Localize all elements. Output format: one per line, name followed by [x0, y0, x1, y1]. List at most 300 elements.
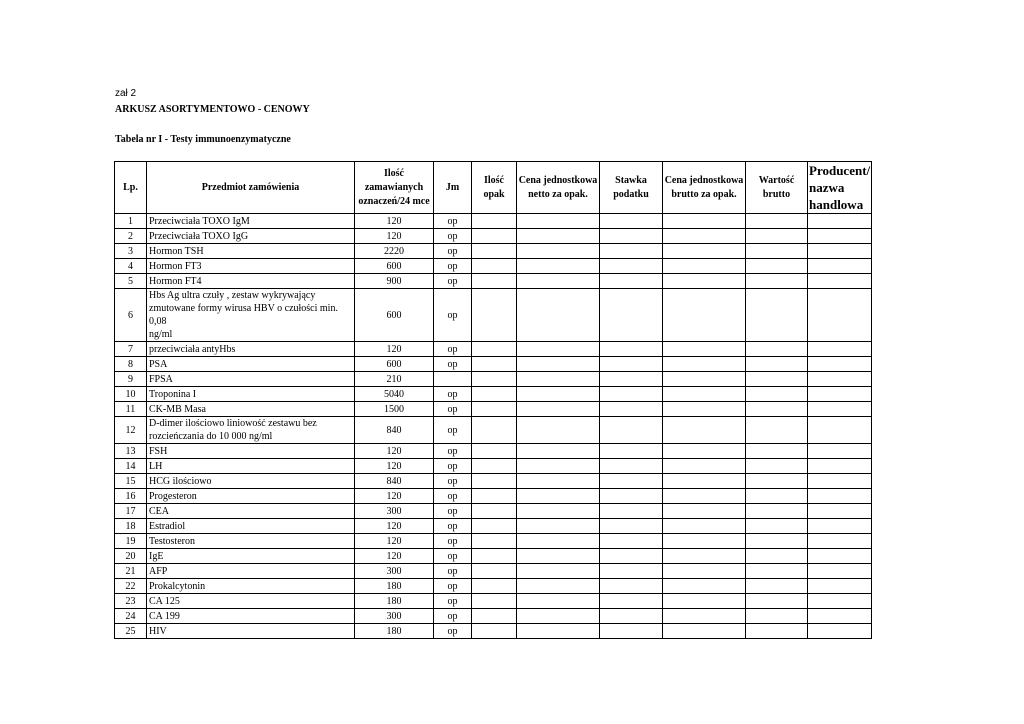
- table-row: [115, 259, 872, 274]
- cell-net-price: [517, 417, 600, 444]
- cell-lp: 8: [115, 357, 147, 372]
- cell-qty: 600: [355, 289, 434, 342]
- cell-producer: [808, 564, 872, 579]
- cell-vat: [600, 417, 663, 444]
- cell-gross-price: [663, 594, 746, 609]
- cell-vat: [600, 214, 663, 229]
- cell-qty: 210: [355, 372, 434, 387]
- cell-pack-qty: [472, 417, 517, 444]
- cell-lp: 16: [115, 489, 147, 504]
- cell-jm: op: [434, 579, 472, 594]
- cell-pack-qty: [472, 289, 517, 342]
- cell-qty: 120: [355, 519, 434, 534]
- cell-qty: 120: [355, 342, 434, 357]
- cell-lp: 24: [115, 609, 147, 624]
- col-lp: Lp.: [115, 162, 147, 214]
- cell-lp: 9: [115, 372, 147, 387]
- cell-producer: [808, 519, 872, 534]
- cell-gross-price: [663, 244, 746, 259]
- cell-item: [147, 504, 355, 519]
- cell-pack-qty: [472, 229, 517, 244]
- cell-vat: [600, 564, 663, 579]
- table-row: [115, 387, 872, 402]
- cell-vat: [600, 244, 663, 259]
- cell-item-line: przeciwciała antyHbs: [149, 343, 236, 355]
- cell-producer: [808, 624, 872, 639]
- cell-gross-price: [663, 274, 746, 289]
- cell-qty: 840: [355, 474, 434, 489]
- cell-net-price: [517, 594, 600, 609]
- cell-lp: 23: [115, 594, 147, 609]
- cell-producer: [808, 444, 872, 459]
- cell-item: [147, 357, 355, 372]
- cell-producer: [808, 357, 872, 372]
- cell-jm: op: [434, 444, 472, 459]
- document-title: ARKUSZ ASORTYMENTOWO - CENOWY: [115, 104, 310, 115]
- cell-producer: [808, 289, 872, 342]
- cell-lp: 20: [115, 549, 147, 564]
- cell-jm: op: [434, 357, 472, 372]
- cell-item: [147, 274, 355, 289]
- cell-pack-qty: [472, 274, 517, 289]
- cell-vat: [600, 519, 663, 534]
- cell-gross-value: [746, 229, 808, 244]
- cell-item: [147, 624, 355, 639]
- cell-vat: [600, 259, 663, 274]
- cell-qty: 300: [355, 504, 434, 519]
- cell-jm: op: [434, 402, 472, 417]
- cell-qty: 120: [355, 459, 434, 474]
- cell-gross-value: [746, 549, 808, 564]
- cell-pack-qty: [472, 387, 517, 402]
- cell-gross-value: [746, 342, 808, 357]
- cell-vat: [600, 594, 663, 609]
- table-row: [115, 519, 872, 534]
- cell-producer: [808, 474, 872, 489]
- table-row: [115, 357, 872, 372]
- cell-pack-qty: [472, 259, 517, 274]
- cell-producer: [808, 609, 872, 624]
- cell-pack-qty: [472, 459, 517, 474]
- cell-pack-qty: [472, 372, 517, 387]
- cell-vat: [600, 609, 663, 624]
- cell-net-price: [517, 489, 600, 504]
- cell-producer: [808, 259, 872, 274]
- table-row: [115, 624, 872, 639]
- cell-item: [147, 259, 355, 274]
- cell-gross-value: [746, 372, 808, 387]
- table-row: [115, 214, 872, 229]
- cell-item-line: ng/ml: [149, 329, 173, 340]
- cell-gross-price: [663, 259, 746, 274]
- cell-gross-price: [663, 229, 746, 244]
- cell-jm: op: [434, 342, 472, 357]
- cell-pack-qty: [472, 214, 517, 229]
- cell-net-price: [517, 289, 600, 342]
- cell-qty: 180: [355, 594, 434, 609]
- cell-jm: [434, 372, 472, 387]
- table-row: [115, 459, 872, 474]
- cell-lp: 17: [115, 504, 147, 519]
- cell-qty: 120: [355, 534, 434, 549]
- cell-jm: op: [434, 549, 472, 564]
- cell-producer: [808, 594, 872, 609]
- cell-gross-price: [663, 609, 746, 624]
- cell-pack-qty: [472, 474, 517, 489]
- cell-gross-value: [746, 609, 808, 624]
- col-gross-value: Wartość brutto: [746, 162, 808, 214]
- cell-item-line: FPSA: [149, 373, 173, 385]
- cell-gross-price: [663, 519, 746, 534]
- cell-gross-value: [746, 244, 808, 259]
- cell-producer: [808, 579, 872, 594]
- cell-net-price: [517, 459, 600, 474]
- cell-gross-value: [746, 259, 808, 274]
- cell-pack-qty: [472, 444, 517, 459]
- cell-item-line: CA 199: [149, 610, 180, 622]
- table-row: [115, 609, 872, 624]
- cell-gross-price: [663, 444, 746, 459]
- cell-gross-value: [746, 534, 808, 549]
- col-producer: Producent/ nazwa handlowa: [809, 163, 871, 212]
- cell-jm: op: [434, 229, 472, 244]
- cell-qty: 300: [355, 609, 434, 624]
- cell-item-line: FSH: [149, 445, 168, 457]
- cell-vat: [600, 474, 663, 489]
- cell-producer: [808, 549, 872, 564]
- cell-lp: 2: [115, 229, 147, 244]
- cell-jm: op: [434, 504, 472, 519]
- cell-vat: [600, 549, 663, 564]
- cell-lp: 5: [115, 274, 147, 289]
- cell-item: [147, 519, 355, 534]
- cell-qty: 120: [355, 489, 434, 504]
- cell-lp: 12: [115, 417, 147, 444]
- cell-net-price: [517, 504, 600, 519]
- cell-gross-value: [746, 459, 808, 474]
- cell-lp: 3: [115, 244, 147, 259]
- cell-gross-value: [746, 564, 808, 579]
- cell-producer: [808, 372, 872, 387]
- cell-gross-price: [663, 474, 746, 489]
- cell-qty: 120: [355, 214, 434, 229]
- cell-item-line: IgE: [149, 550, 164, 562]
- cell-pack-qty: [472, 609, 517, 624]
- cell-lp: 10: [115, 387, 147, 402]
- cell-item: [147, 594, 355, 609]
- cell-lp: 25: [115, 624, 147, 639]
- cell-qty: 120: [355, 229, 434, 244]
- table-row: [115, 342, 872, 357]
- cell-vat: [600, 489, 663, 504]
- cell-item: [147, 444, 355, 459]
- table-title: Tabela nr I - Testy immunoenzymatyczne: [115, 134, 291, 145]
- cell-producer: [808, 244, 872, 259]
- cell-gross-price: [663, 579, 746, 594]
- cell-jm: op: [434, 474, 472, 489]
- cell-gross-price: [663, 402, 746, 417]
- cell-producer: [808, 342, 872, 357]
- cell-qty: 600: [355, 357, 434, 372]
- cell-qty: 2220: [355, 244, 434, 259]
- cell-item: [147, 609, 355, 624]
- cell-gross-value: [746, 417, 808, 444]
- cell-vat: [600, 274, 663, 289]
- cell-qty: 180: [355, 624, 434, 639]
- table-row: [115, 474, 872, 489]
- cell-jm: op: [434, 214, 472, 229]
- cell-jm: op: [434, 594, 472, 609]
- table-row: [115, 274, 872, 289]
- cell-net-price: [517, 259, 600, 274]
- cell-jm: op: [434, 534, 472, 549]
- cell-item-line: AFP: [149, 565, 168, 577]
- cell-gross-value: [746, 289, 808, 342]
- cell-pack-qty: [472, 504, 517, 519]
- cell-gross-price: [663, 289, 746, 342]
- cell-lp: 19: [115, 534, 147, 549]
- cell-qty: 180: [355, 579, 434, 594]
- cell-net-price: [517, 579, 600, 594]
- cell-item-line: LH: [149, 460, 163, 472]
- cell-net-price: [517, 564, 600, 579]
- cell-qty: 1500: [355, 402, 434, 417]
- cell-vat: [600, 357, 663, 372]
- cell-producer: [808, 489, 872, 504]
- cell-pack-qty: [472, 594, 517, 609]
- cell-producer: [808, 229, 872, 244]
- cell-gross-value: [746, 274, 808, 289]
- cell-pack-qty: [472, 549, 517, 564]
- cell-vat: [600, 229, 663, 244]
- cell-net-price: [517, 342, 600, 357]
- cell-gross-value: [746, 444, 808, 459]
- cell-vat: [600, 444, 663, 459]
- cell-item-line: Przeciwciała TOXO IgG: [149, 230, 249, 242]
- cell-vat: [600, 534, 663, 549]
- cell-vat: [600, 624, 663, 639]
- cell-item: [147, 229, 355, 244]
- cell-pack-qty: [472, 564, 517, 579]
- cell-gross-price: [663, 342, 746, 357]
- cell-gross-price: [663, 459, 746, 474]
- cell-lp: 13: [115, 444, 147, 459]
- cell-item: [147, 387, 355, 402]
- cell-item-line: Progesteron: [149, 490, 197, 502]
- cell-qty: 840: [355, 417, 434, 444]
- cell-gross-value: [746, 489, 808, 504]
- cell-pack-qty: [472, 342, 517, 357]
- cell-net-price: [517, 519, 600, 534]
- cell-item-line: Hormon FT3: [149, 260, 202, 272]
- cell-gross-price: [663, 417, 746, 444]
- cell-qty: 300: [355, 564, 434, 579]
- cell-item-line: HIV: [149, 625, 167, 637]
- cell-lp: 18: [115, 519, 147, 534]
- cell-item: [147, 579, 355, 594]
- table-row: [115, 402, 872, 417]
- cell-pack-qty: [472, 244, 517, 259]
- cell-gross-value: [746, 214, 808, 229]
- cell-item: [147, 372, 355, 387]
- cell-pack-qty: [472, 402, 517, 417]
- cell-lp: 22: [115, 579, 147, 594]
- price-table: [114, 161, 872, 639]
- cell-jm: op: [434, 244, 472, 259]
- cell-vat: [600, 372, 663, 387]
- cell-vat: [600, 579, 663, 594]
- cell-qty: 120: [355, 444, 434, 459]
- cell-gross-value: [746, 594, 808, 609]
- cell-jm: op: [434, 609, 472, 624]
- cell-jm: op: [434, 259, 472, 274]
- cell-qty: 900: [355, 274, 434, 289]
- cell-gross-price: [663, 549, 746, 564]
- cell-gross-value: [746, 387, 808, 402]
- table-row: [115, 417, 872, 444]
- cell-item-line: D-dimer ilościowo liniowość zestawu bez: [149, 418, 317, 429]
- cell-net-price: [517, 444, 600, 459]
- cell-item: [147, 564, 355, 579]
- cell-item: [147, 534, 355, 549]
- cell-item-line: PSA: [149, 358, 168, 370]
- cell-vat: [600, 402, 663, 417]
- cell-vat: [600, 387, 663, 402]
- cell-gross-value: [746, 357, 808, 372]
- table-row: [115, 504, 872, 519]
- cell-net-price: [517, 609, 600, 624]
- cell-net-price: [517, 244, 600, 259]
- cell-lp: 4: [115, 259, 147, 274]
- cell-item-line: Hormon FT4: [149, 275, 202, 287]
- cell-net-price: [517, 474, 600, 489]
- cell-item: [147, 417, 355, 444]
- cell-jm: op: [434, 459, 472, 474]
- cell-pack-qty: [472, 357, 517, 372]
- cell-qty: 120: [355, 549, 434, 564]
- cell-item: [147, 244, 355, 259]
- cell-net-price: [517, 372, 600, 387]
- header-row: [115, 162, 872, 214]
- cell-qty: 5040: [355, 387, 434, 402]
- table-row: [115, 372, 872, 387]
- cell-gross-price: [663, 357, 746, 372]
- cell-producer: [808, 274, 872, 289]
- cell-producer: [808, 214, 872, 229]
- cell-lp: 6: [115, 289, 147, 342]
- table-row: [115, 229, 872, 244]
- cell-item: [147, 402, 355, 417]
- col-pack-qty: Ilość opak: [472, 162, 517, 214]
- cell-item-line: Hbs Ag ultra czuły , zestaw wykrywający: [149, 290, 316, 301]
- cell-item: [147, 489, 355, 504]
- table-row: [115, 594, 872, 609]
- cell-pack-qty: [472, 579, 517, 594]
- col-gross-price: Cena jednostkowa brutto za opak.: [663, 162, 746, 214]
- cell-net-price: [517, 387, 600, 402]
- cell-item-line: Troponina I: [149, 388, 197, 400]
- cell-jm: op: [434, 274, 472, 289]
- table-row: [115, 534, 872, 549]
- cell-jm: op: [434, 289, 472, 342]
- cell-item-line: Przeciwciała TOXO IgM: [149, 215, 250, 227]
- cell-qty: 600: [355, 259, 434, 274]
- cell-item-line: zmutowane formy wirusa HBV o czułości min. 0,08: [149, 303, 338, 327]
- annex-label: zał 2: [115, 88, 137, 99]
- cell-producer: [808, 459, 872, 474]
- cell-net-price: [517, 402, 600, 417]
- cell-net-price: [517, 214, 600, 229]
- cell-item: [147, 474, 355, 489]
- cell-item: [147, 289, 355, 342]
- cell-jm: op: [434, 489, 472, 504]
- cell-item: [147, 342, 355, 357]
- cell-gross-price: [663, 489, 746, 504]
- cell-gross-price: [663, 564, 746, 579]
- cell-vat: [600, 459, 663, 474]
- cell-gross-price: [663, 504, 746, 519]
- cell-net-price: [517, 357, 600, 372]
- cell-item-line: Estradiol: [149, 520, 186, 532]
- cell-gross-value: [746, 519, 808, 534]
- cell-producer: [808, 417, 872, 444]
- cell-gross-price: [663, 534, 746, 549]
- cell-item-line: CEA: [149, 505, 169, 517]
- cell-producer: [808, 504, 872, 519]
- cell-item-line: CA 125: [149, 595, 180, 607]
- cell-gross-price: [663, 624, 746, 639]
- table-row: [115, 579, 872, 594]
- cell-vat: [600, 504, 663, 519]
- cell-vat: [600, 342, 663, 357]
- table-row: [115, 444, 872, 459]
- cell-jm: op: [434, 564, 472, 579]
- cell-net-price: [517, 534, 600, 549]
- col-jm: Jm: [434, 162, 472, 214]
- cell-gross-price: [663, 214, 746, 229]
- cell-gross-value: [746, 402, 808, 417]
- cell-item: [147, 459, 355, 474]
- table-row: [115, 489, 872, 504]
- cell-net-price: [517, 274, 600, 289]
- cell-lp: 21: [115, 564, 147, 579]
- cell-lp: 14: [115, 459, 147, 474]
- cell-gross-value: [746, 579, 808, 594]
- table-row: [115, 549, 872, 564]
- cell-lp: 11: [115, 402, 147, 417]
- cell-item-line: Hormon TSH: [149, 245, 204, 257]
- col-qty: Ilość zamawianych oznaczeń/24 mce: [355, 162, 434, 214]
- cell-producer: [808, 402, 872, 417]
- cell-pack-qty: [472, 624, 517, 639]
- cell-pack-qty: [472, 519, 517, 534]
- cell-jm: op: [434, 519, 472, 534]
- cell-item-line: Prokalcytonin: [149, 580, 206, 592]
- cell-net-price: [517, 624, 600, 639]
- cell-item-line: CK-MB Masa: [149, 403, 206, 415]
- cell-net-price: [517, 549, 600, 564]
- cell-net-price: [517, 229, 600, 244]
- cell-jm: op: [434, 624, 472, 639]
- cell-lp: 7: [115, 342, 147, 357]
- col-net-price: Cena jednostkowa netto za opak.: [517, 162, 600, 214]
- cell-item-line: rozcieńczania do 10 000 ng/ml: [149, 431, 273, 442]
- table-row: [115, 289, 872, 342]
- cell-producer: [808, 534, 872, 549]
- cell-vat: [600, 289, 663, 342]
- cell-producer: [808, 387, 872, 402]
- table-row: [115, 244, 872, 259]
